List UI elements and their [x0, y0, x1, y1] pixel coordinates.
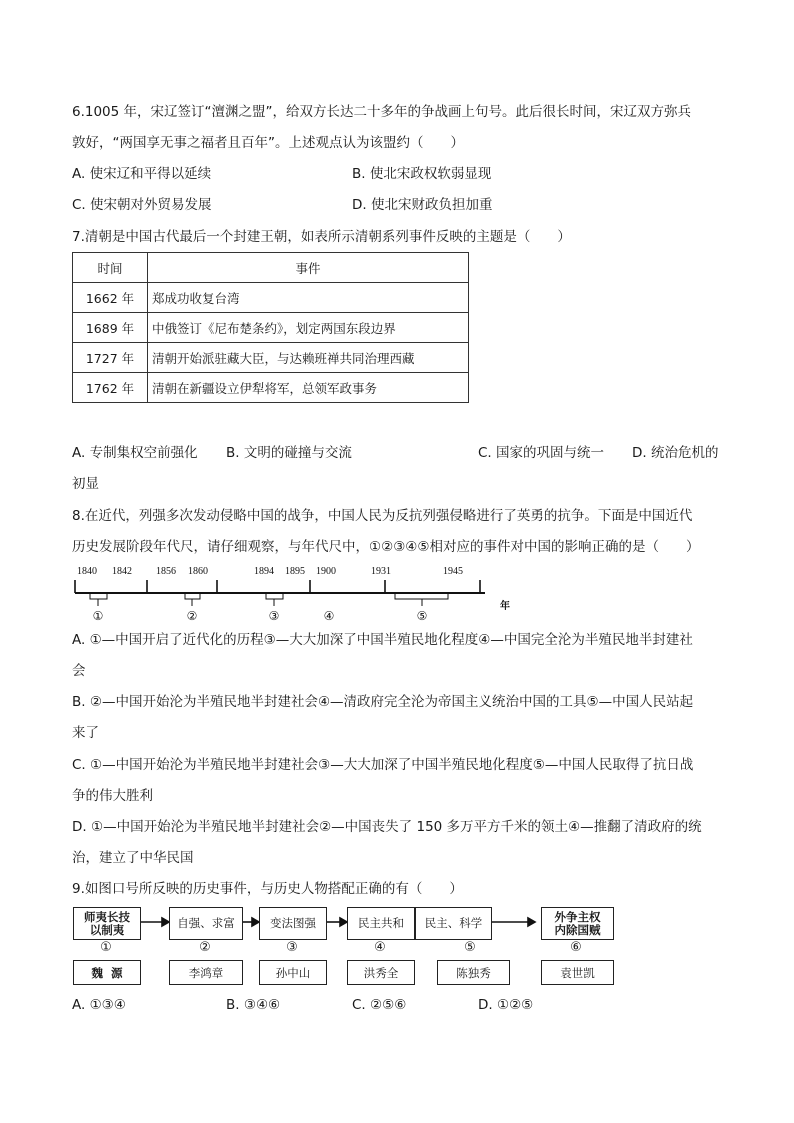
slogan-number-5: ⑤	[464, 940, 476, 955]
q6-option-a: A. 使宋辽和平得以延续	[72, 166, 212, 182]
slogan-box-1	[73, 907, 141, 940]
person-box-4	[347, 960, 415, 985]
q9-option-a: A. ①③④	[72, 997, 126, 1013]
table-cell-year: 1662 年	[73, 283, 148, 313]
table-row	[73, 283, 469, 313]
person-box-1	[73, 960, 141, 985]
q6-option-d: D. 使北宋财政负担加重	[352, 197, 493, 213]
q7-option-c: C. 国家的巩固与统一	[478, 445, 605, 461]
q9-option-b: B. ③④⑥	[226, 997, 281, 1013]
q6-option-c: C. 使宋朝对外贸易发展	[72, 197, 212, 213]
q8-option-b-line2: 来了	[72, 725, 99, 741]
timeline-year-1860: 1860	[188, 566, 208, 577]
slogan-text-2: 自强、求富	[177, 916, 235, 930]
timeline-mark-3: ③	[268, 609, 280, 623]
q7-events-table	[72, 252, 469, 403]
table-header-time: 时间	[73, 253, 148, 283]
slogan-text-1: 师夷长技 以制夷	[84, 909, 130, 937]
person-name-1: 魏 源	[91, 965, 123, 980]
timeline-unit: 年	[500, 601, 510, 612]
timeline-year-1900: 1900	[316, 566, 336, 577]
table-row	[73, 343, 469, 373]
person-name-3: 孙中山	[275, 965, 311, 980]
slogan-box-5	[415, 907, 492, 940]
slogan-number-2: ②	[199, 940, 211, 955]
person-name-6: 袁世凯	[560, 965, 595, 980]
timeline-mark-1: ①	[92, 609, 104, 623]
q8-option-c-line1: C. ①—中国开始沦为半殖民地半封建社会③—大大加深了中国半殖民地化程度⑤—中国人民取得了抗日战	[72, 757, 694, 773]
table-row	[73, 373, 469, 403]
timeline-year-1931: 1931	[371, 566, 391, 577]
person-box-2	[169, 960, 243, 985]
person-name-4: 洪秀全	[363, 965, 399, 980]
timeline-year-1945: 1945	[443, 566, 463, 577]
slogan-text-6: 外争主权 内除国贼	[554, 909, 601, 937]
q6-stem-line1: 6.1005 年，宋辽签订“澶渊之盟”，给双方长达二十多年的争战画上句号。此后很长时间，宋辽双方弥兵	[72, 104, 692, 120]
slogan-number-3: ③	[286, 940, 298, 955]
q6-option-b: B. 使北宋政权软弱显现	[352, 166, 492, 182]
timeline-mark-5: ⑤	[416, 609, 428, 623]
timeline-mark-2: ②	[186, 609, 198, 623]
q8-option-c-line2: 争的伟大胜利	[72, 788, 153, 804]
table-cell-event: 清朝开始派驻藏大臣，与达赖班禅共同治理西藏	[148, 343, 469, 373]
person-name-2: 李鸿章	[188, 965, 224, 980]
table-cell-event: 郑成功收复台湾	[148, 283, 469, 313]
table-cell-year: 1762 年	[73, 373, 148, 403]
q8-option-a-line2: 会	[72, 663, 86, 679]
q8-option-d-line1: D. ①—中国开始沦为半殖民地半封建社会②—中国丧失了 150 多万平方千米的领土④—推翻了清政府的统	[72, 819, 702, 835]
timeline-year-1840: 1840	[77, 566, 97, 577]
q6-stem-line2: 敦好，“两国享无事之福者且百年”。上述观点认为该盟约（ ）	[72, 135, 464, 151]
timeline-year-1856: 1856	[156, 566, 176, 577]
q8-stem-line1: 8.在近代，列强多次发动侵略中国的战争，中国人民为反抗列强侵略进行了英勇的抗争。下面是中国近代	[72, 508, 693, 524]
slogan-box-2	[169, 907, 243, 940]
q9-option-c: C. ②⑤⑥	[352, 997, 407, 1013]
person-name-5: 陈独秀	[456, 965, 491, 980]
slogan-number-1: ①	[100, 940, 112, 955]
table-cell-year: 1689 年	[73, 313, 148, 343]
q8-timeline	[70, 560, 520, 626]
table-cell-year: 1727 年	[73, 343, 148, 373]
person-box-6	[541, 960, 614, 985]
table-row	[73, 313, 469, 343]
q8-option-b-line1: B. ②—中国开始沦为半殖民地半封建社会④—清政府完全沦为帝国主义统治中国的工具⑤—中国人民站起	[72, 694, 694, 710]
slogan-box-3	[259, 907, 327, 940]
timeline-year-1842: 1842	[112, 566, 132, 577]
q9-option-d: D. ①②⑤	[478, 997, 534, 1013]
slogan-number-6: ⑥	[570, 940, 582, 955]
q9-stem: 9.如图口号所反映的历史事件，与历史人物搭配正确的有（ ）	[72, 881, 463, 897]
q7-stem: 7.清朝是中国古代最后一个封建王朝，如表所示清朝系列事件反映的主题是（ ）	[72, 229, 571, 245]
q8-stem-line2: 历史发展阶段年代尺，请仔细观察，与年代尺中，①②③④⑤相对应的事件对中国的影响正确的是（ ）	[72, 539, 700, 555]
q8-option-a-line1: A. ①—中国开启了近代化的历程③—大大加深了中国半殖民地化程度④—中国完全沦为半殖民地半封建社	[72, 632, 693, 648]
table-cell-event: 中俄签订《尼布楚条约》，划定两国东段边界	[148, 313, 469, 343]
slogan-text-4: 民主共和	[358, 916, 404, 930]
slogan-text-5: 民主、科学	[424, 916, 483, 930]
timeline-mark-4: ④	[323, 609, 335, 623]
slogan-number-4: ④	[374, 940, 386, 955]
q7-option-d: D. 统治危机的	[632, 445, 719, 461]
q7-option-b: B. 文明的碰撞与交流	[226, 445, 352, 461]
table-header-row	[73, 253, 469, 283]
q7-option-a: A. 专制集权空前强化	[72, 445, 198, 461]
timeline-year-1895: 1895	[285, 566, 305, 577]
timeline-year-1894: 1894	[254, 566, 274, 577]
slogan-box-6	[541, 907, 614, 940]
timeline-ticks	[75, 580, 480, 593]
slogan-box-4	[347, 907, 415, 940]
table-cell-event: 清朝在新疆设立伊犁将军，总领军政事务	[148, 373, 469, 403]
slogan-text-3: 变法图强	[270, 916, 316, 930]
q7-option-d-cont: 初显	[72, 476, 99, 492]
person-box-5	[437, 960, 510, 985]
table-header-event: 事件	[148, 253, 469, 283]
person-box-3	[259, 960, 327, 985]
q8-option-d-line2: 治，建立了中华民国	[72, 850, 194, 866]
